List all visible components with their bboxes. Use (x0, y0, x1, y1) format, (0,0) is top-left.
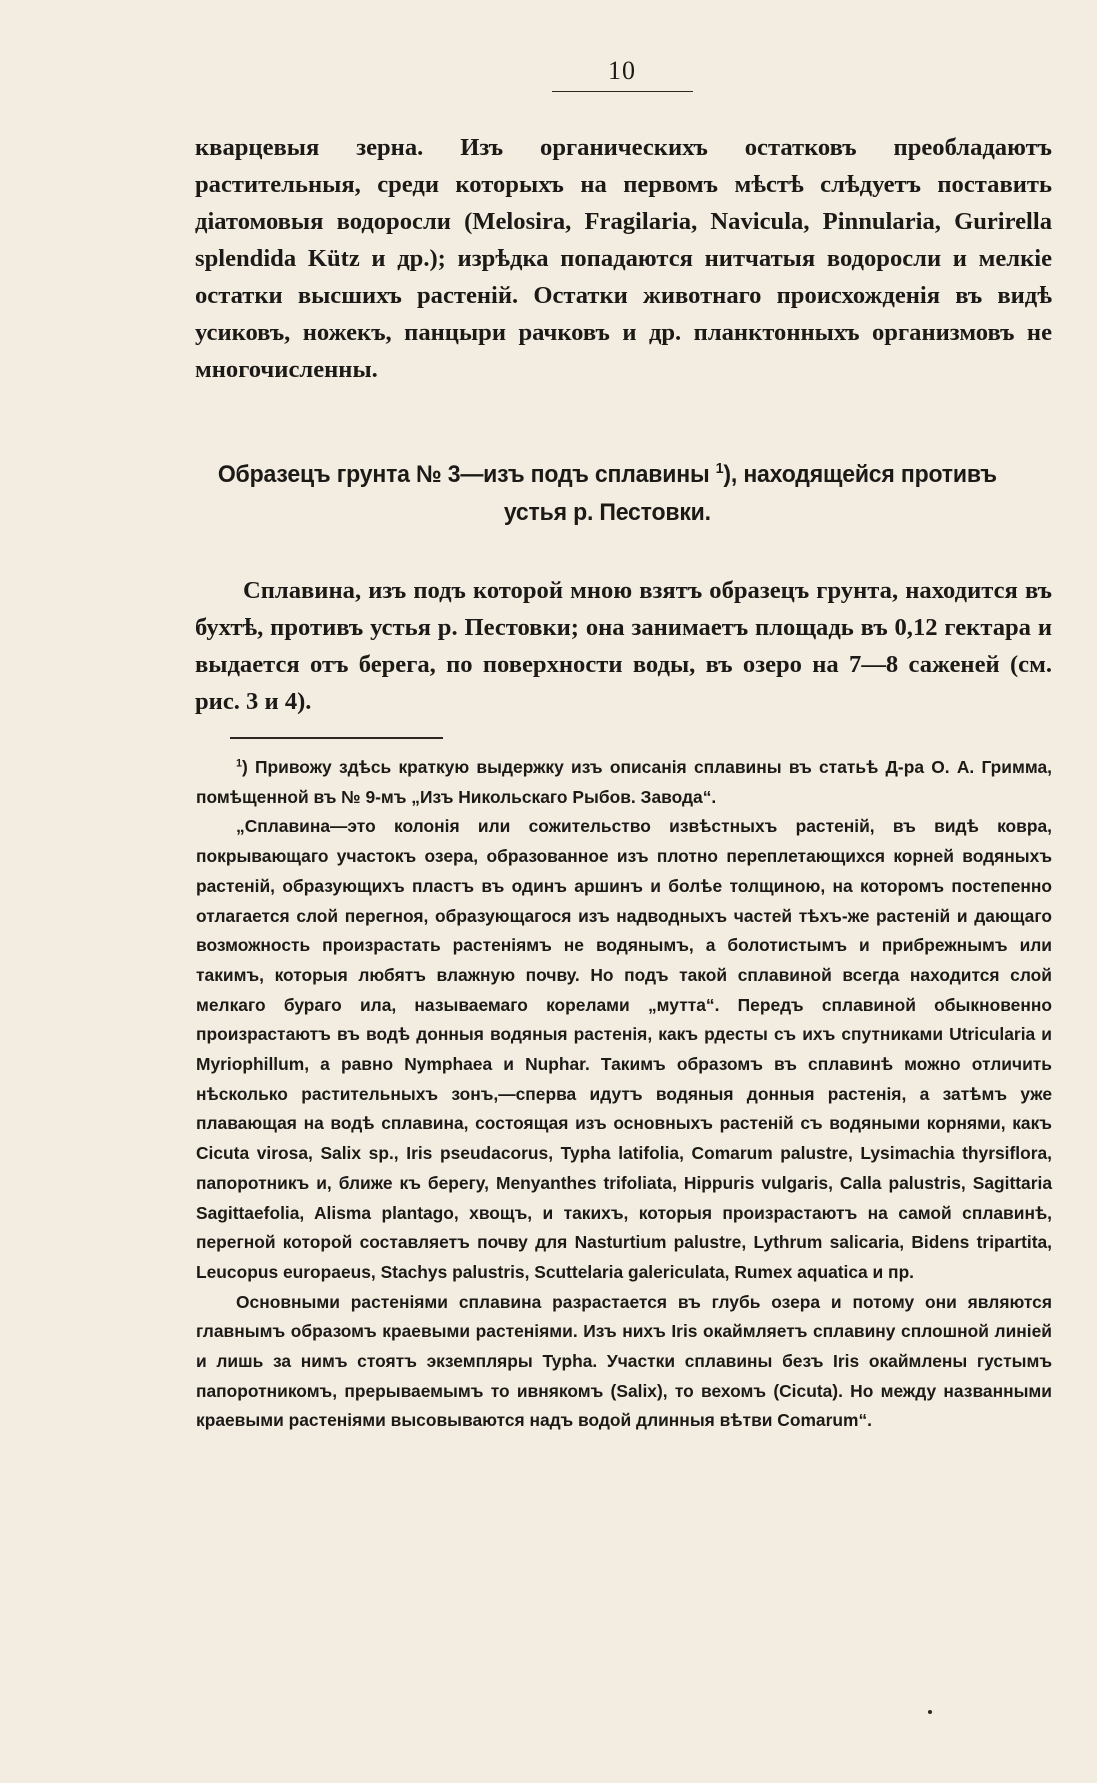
page-number-rule (552, 91, 693, 92)
footnote-intro (196, 753, 1052, 812)
footnote (196, 753, 1052, 1436)
section-title-text-rest: ), находящейся противъ устья р. Пестовки. (503, 461, 997, 526)
section-paragraph (195, 572, 1052, 720)
footnote-intro-text: ) Привожу здѣсь краткую выдержку изъ описанія сплавины въ статьѣ Д-ра О. А. Гримма, помѣщенной въ № 9-мъ „Изъ Никольскаго Рыбов. Завода“. (196, 757, 1052, 807)
footnote-mark: 1 (236, 757, 242, 770)
page-number: 10 (608, 56, 636, 85)
section-paragraph-text: Сплавина, изъ подъ которой мною взятъ образецъ грунта, находится въ бухтѣ, противъ устья р. Пестовки; она занимаетъ площадь въ 0,12 гектара и выдается отъ берега, по поверхности воды, въ озеро на 7—8 саженей (см. рис. 3 и 4). (195, 577, 1052, 715)
intro-paragraph (195, 129, 1052, 388)
footnote-quote-2: Основными растеніями сплавина разрастается въ глубь озера и потому они являются главнымъ образомъ краевыми растеніями. Изъ нихъ Iris окаймляетъ сплавину сплошной линіей и лишь за нимъ стоятъ экземпляры Typha. Участки сплавины безъ Iris окаймлены густымъ папоротникомъ, прерываемымъ то ивнякомъ (Salix), то вехомъ (Cicuta). Но между названными краевыми растеніями высовываются надъ водой длинныя вѣтви Comarum“. (196, 1291, 1052, 1431)
section-title-text: Образецъ грунта № 3—изъ подъ сплавины (217, 461, 710, 488)
intro-paragraph-text: кварцевыя зерна. Изъ органическихъ остатковъ преобладаютъ растительныя, среди которыхъ на первомъ мѣстѣ слѣдуетъ поставить діатомовыя водоросли (Melosira, Fragilaria, Navicula, Pinnularia, Gurirella splendida Kütz и др.); изрѣдка попадаются нитчатыя водоросли и мелкіе остатки высшихъ растеній. Остатки животнаго происхожденія въ видѣ усиковъ, ножекъ, панцыри рачковъ и др. планктонныхъ организмовъ не многочисленны. (195, 134, 1052, 383)
footnote-rule (230, 737, 443, 739)
print-speck (928, 1710, 932, 1714)
section-title-footnote-mark: 1 (715, 461, 724, 478)
section-title (196, 456, 1019, 532)
footnote-quote-1: „Сплавина—это колонія или сожительство извѣстныхъ растеній, въ видѣ ковра, покрывающаго участокъ озера, образованное изъ плотно переплетающихся корней водяныхъ растеній, образующихъ пластъ въ одинъ аршинъ и болѣе толщиною, на которомъ постепенно отлагается слой перегноя, образующагося изъ надводныхъ частей тѣхъ-же растеній и дающаго возможность произрастать растеніямъ не водянымъ, а болотистымъ и прибрежнымъ или такимъ, которыя любятъ влажную почву. Но подъ такой сплавиной всегда находится слой мелкаго бураго ила, называемаго корелами „мутта“. Передъ сплавиной обыкновенно произрастаютъ въ водѣ донныя водяныя растенія, какъ рдесты съ ихъ спутниками Utricularia и Myriophillum, а равно Nymphaea и Nuphar. Такимъ образомъ въ сплавинѣ можно отличить нѣсколько растительныхъ зонъ,—сперва идутъ водяныя донныя растенія, а затѣмъ уже плавающая на водѣ сплавина, состоящая изъ основныхъ растеній съ водяными корнями, какъ Cicuta virosa, Salix sp., Iris pseudacorus, Typha latifolia, Comarum palustre, Lysimachia thyrsiflora, папоротникъ и, ближе къ берегу, Menyanthes trifoliata, Hippuris vulgaris, Calla palustris, Sagittaria Sagittaefolia, Alisma plantago, хвощъ, и такихъ, которыя произрастаютъ на самой сплавинѣ, перегной которой составляетъ почву для Nasturtium palustre, Lythrum salicaria, Bidens tripartita, Leucopus europaeus, Stachys palustris, Scuttelaria galericulata, Rumex aquatica и пр. (196, 816, 1052, 1282)
